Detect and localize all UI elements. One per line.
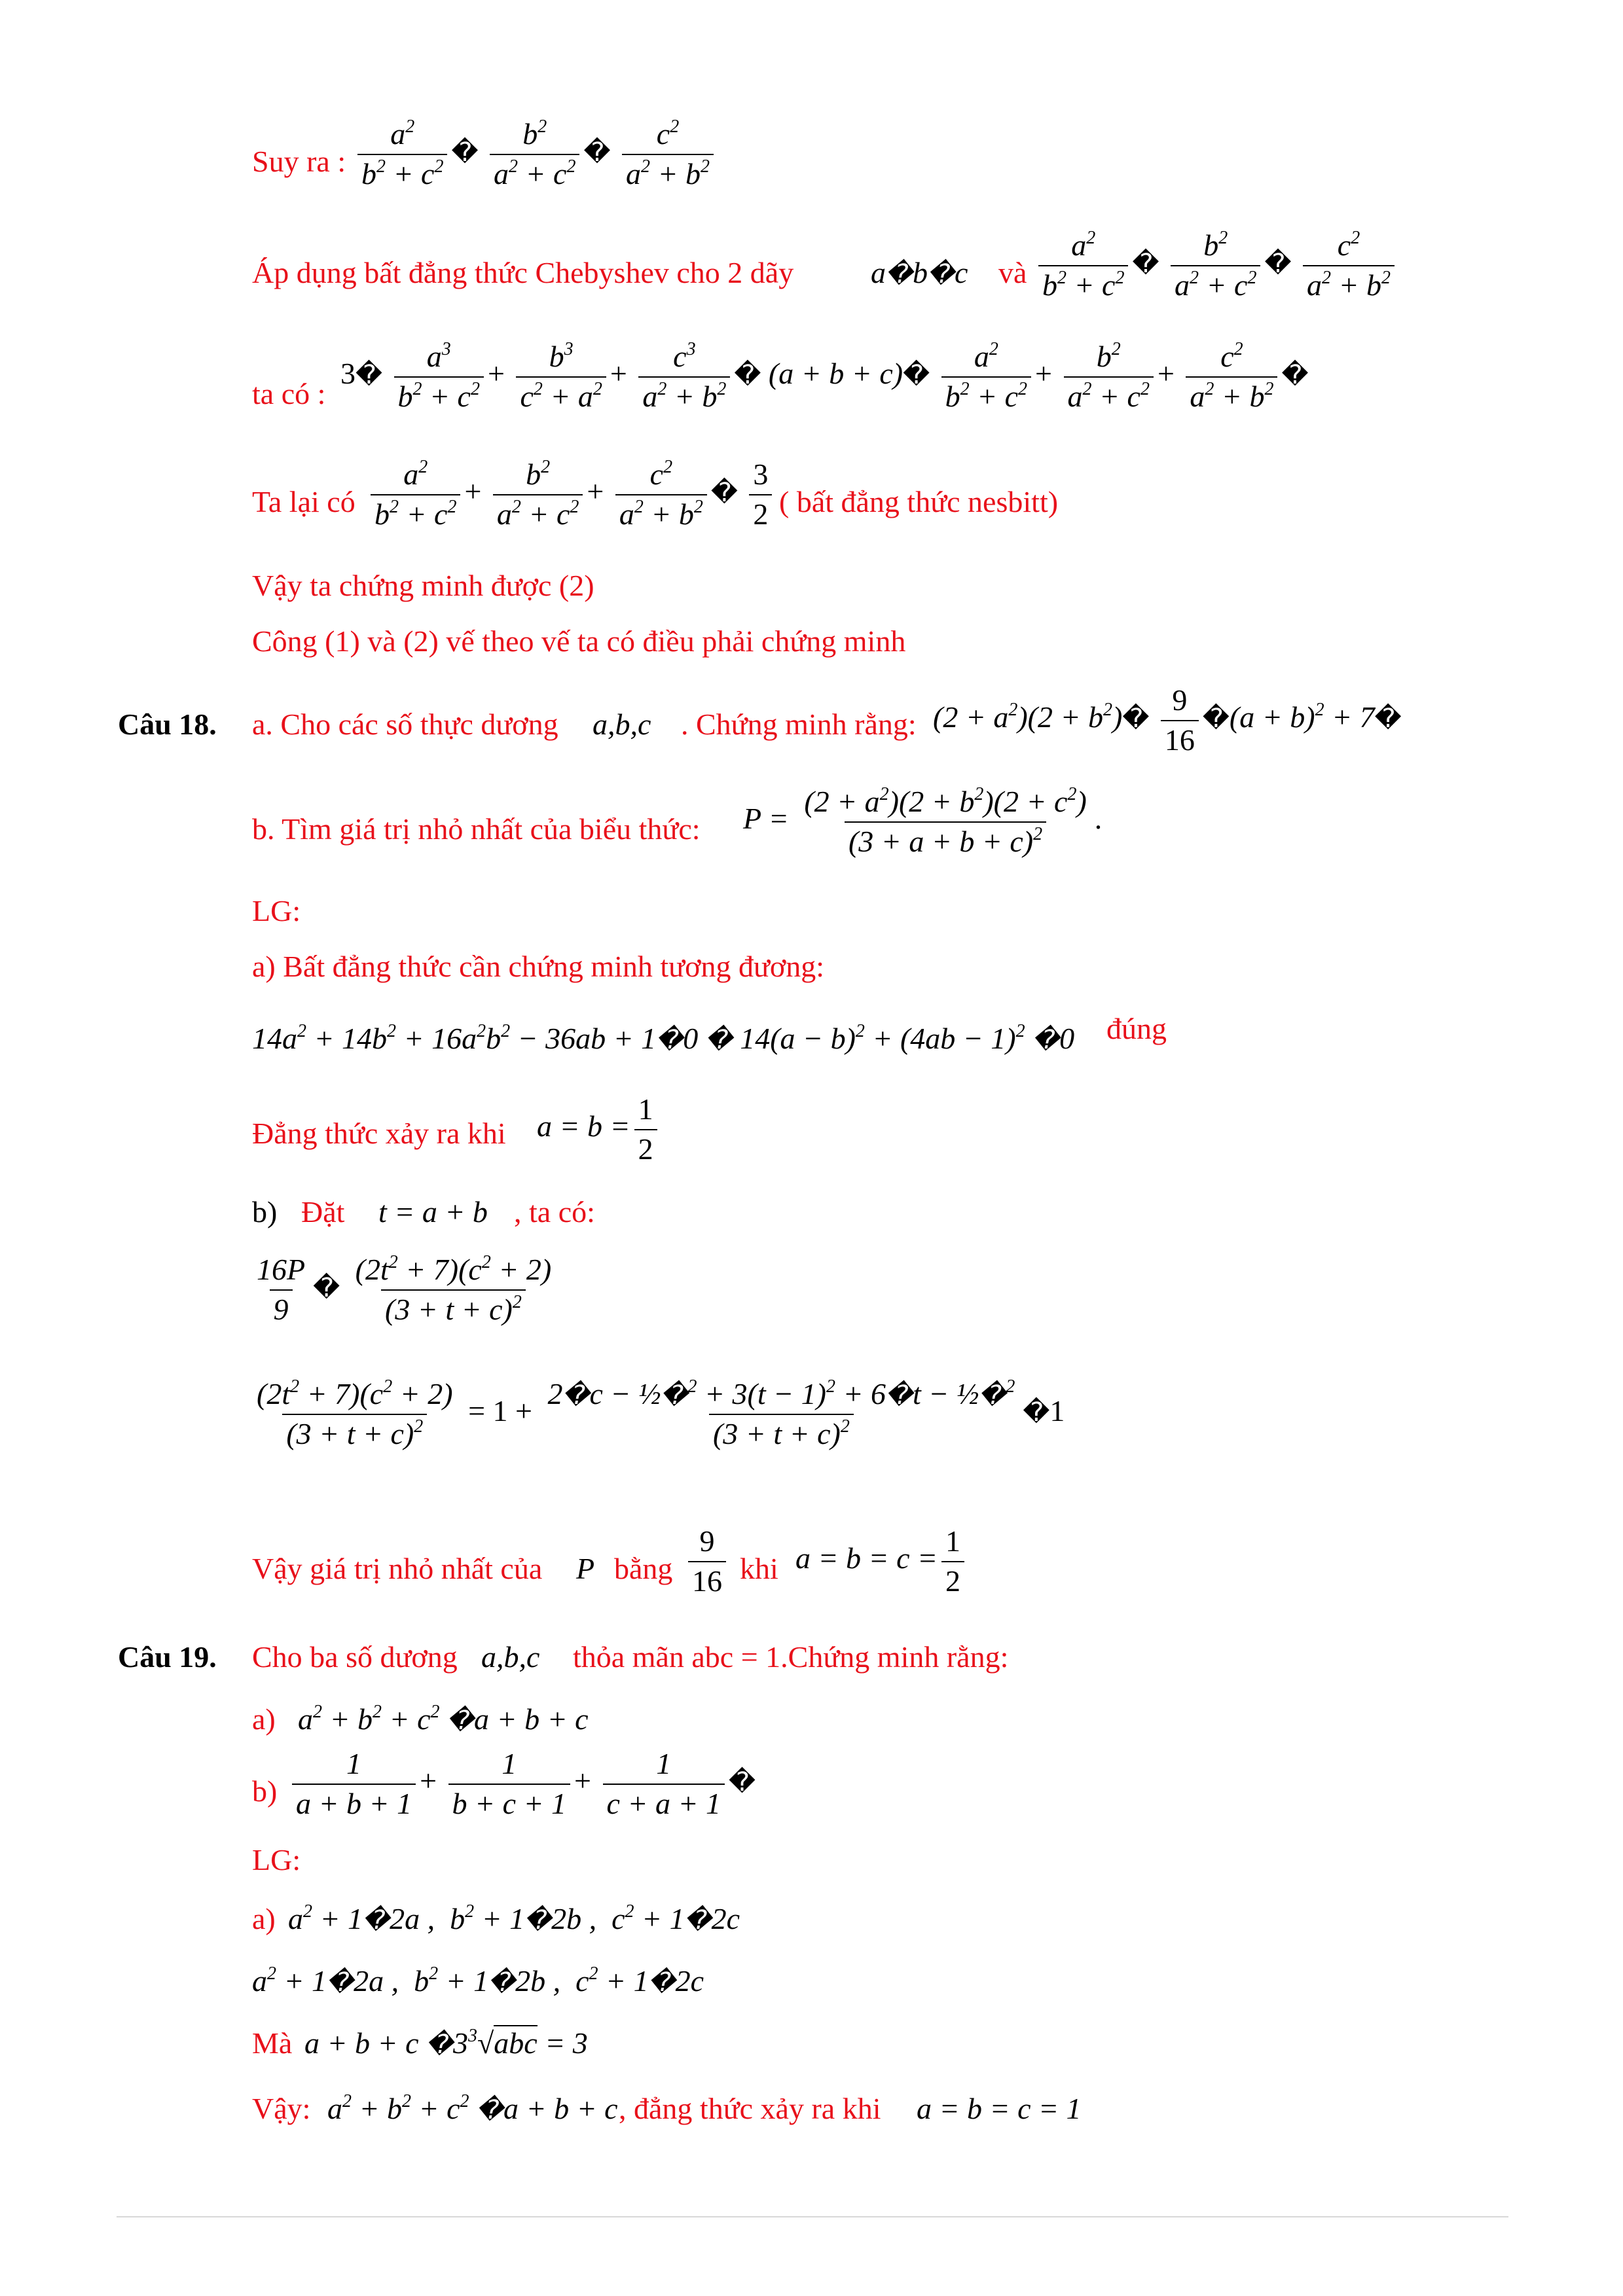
q18-conclusion-3: khi xyxy=(740,1552,778,1585)
q19-vay-cond: a = b = c = 1 xyxy=(917,2092,1082,2125)
lg-label-1: LG: xyxy=(252,894,301,927)
q18-conclusion-1: Vậy giá trị nhỏ nhất của xyxy=(252,1552,543,1585)
chebyshev-text: Áp dụng bất đẳng thức Chebyshev cho 2 dãy xyxy=(252,256,794,289)
eq-case-formula: a = b = $\frac{1}{2}$ xyxy=(537,1093,661,1166)
nesbitt-note: ( bất đẳng thức nesbitt) xyxy=(779,485,1059,518)
chebyshev-result-formula: 3� $\frac{a^3}{b^2 + c^2}$ + $\frac{b^3}{c^2 + a^2}$ + $\frac{c^3}{a^2 + b^2}$ � (a + b + c)� $\frac{a^2}{b^2 + c^2}$ + $\frac{b^2}{a^2 + c^2}$ + $\frac{c^2}{a^2 + b^2}$ � xyxy=(340,339,1309,413)
chebyshev-sequence-2: $\frac{a^2}{b^2 + c^2}$ � $\frac{b^2}{a^2 + c^2}$ � $\frac{c^2}{a^2 + b^2}$ xyxy=(1034,229,1398,302)
q18-conclusion-2: bằng xyxy=(614,1552,673,1585)
q18-a-vars: a,b,c xyxy=(593,708,651,741)
q19-ma-text: Mà xyxy=(252,2026,293,2060)
q19-a-formula: $a^2 + b^2 + c^2$ �a + b + c xyxy=(298,1702,589,1736)
ta-lai-co-text: Ta lại có xyxy=(252,485,356,518)
q19-b-formula: $\frac{1}{a + b + 1}$ + $\frac{1}{b + c + 1}$ + $\frac{1}{c + a + 1}$ � xyxy=(288,1748,756,1820)
q18-b-formula: P = $\frac{(2 + a^2)(2 + b^2)(2 + c^2)}{(3 + a + b + c)^2}$ . xyxy=(743,784,1103,858)
q18-sol-b-t: t = a + b xyxy=(378,1195,488,1229)
and-text: và xyxy=(998,256,1027,289)
q19-vay-formula: $a^2 + b^2 + c^2$ �a + b + c xyxy=(327,2091,618,2125)
q19-b-label: b) xyxy=(252,1774,278,1808)
q19-ma-formula: a + b + c $�3^3√abc = 3$ xyxy=(304,2026,588,2060)
suy-ra-formula: $\frac{a^2}{b^2 + c^2}$ � $\frac{b^2}{a^2 + c^2}$ � $\frac{c^2}{a^2 + b^2}$ xyxy=(354,118,718,190)
sequence-abc: a�b�c xyxy=(871,256,968,289)
q18-true-text: đúng xyxy=(1106,1012,1167,1045)
q18-a-formula: $(2 + a^2)(2$ + $b^2)�$ $\frac{9}{16}$ �(a + b)$^2$ + 7� xyxy=(933,683,1402,757)
q18-sol-b-label: b) xyxy=(252,1195,278,1229)
q18-conclusion-cond: a = b = c = $\frac{1}{2}$ xyxy=(795,1525,968,1598)
q18-expansion-formula: $\frac{(2t^2 + 7)(c^2 + 2)}{(3 + t + c)^2}$ = 1 + $\frac{2�c - \frac{1}{2}�^2 + 3(t - 1)^2 + 6�t - \frac{1}{2}�^2}{(3 + t + c)^2}$ �1 xyxy=(257,1376,1065,1450)
cong-text: Công (1) và (2) vế theo vế ta có điều phải chứng minh xyxy=(252,624,906,658)
lg-label-2: LG: xyxy=(252,1843,301,1876)
vay-ta-text: Vậy ta chứng minh được (2) xyxy=(252,569,594,602)
q19-text2: thỏa mãn abc = 1.Chứng minh rằng: xyxy=(573,1640,1009,1674)
q19-vay-text: Vậy: xyxy=(252,2092,311,2125)
q19-sol-a-formula-2: $a^2$ + 1�2a , $b^2$ + 1�2b , $c^2$ + 1�2c xyxy=(252,1964,704,1998)
q18-sol-b-set: Đặt xyxy=(301,1195,345,1229)
footer-divider xyxy=(117,2216,1508,2217)
q18-conclusion-value: $\frac{9}{16}$ xyxy=(684,1525,730,1598)
q18-a-text2: . Chứng minh rằng: xyxy=(681,708,917,741)
suy-ra-text: Suy ra : xyxy=(252,145,346,178)
q19-vars: a,b,c xyxy=(481,1640,540,1674)
q18-sol-a-formula: $14a^2 + 14b^2 + 16a^2b^2 - 36ab$ + 1�0 � $14(a - b)^2 + (4ab - 1)^2$ �0 xyxy=(252,1021,1075,1055)
q19-sol-a-formula: $a^2$ + 1�2a , $b^2$ + 1�2b , $c^2$ + 1�2c xyxy=(288,1901,740,1935)
q19-sol-a-label: a) xyxy=(252,1902,276,1935)
q19-a-label: a) xyxy=(252,1702,276,1736)
q18-sol-a-text: a) Bất đẳng thức cần chứng minh tương đương: xyxy=(252,950,824,983)
question-label-18: Câu 18. xyxy=(118,708,217,741)
q18-b-text: b. Tìm giá trị nhỏ nhất của biểu thức: xyxy=(252,812,701,846)
q19-text1: Cho ba số dương xyxy=(252,1640,458,1674)
nesbitt-formula: $\frac{a^2}{b^2 + c^2}$ + $\frac{b^2}{a^2 + c^2}$ + $\frac{c^2}{a^2 + b^2}$ � $\frac{3}{2}$ xyxy=(367,458,776,531)
eq-case-text: Đẳng thức xảy ra khi xyxy=(252,1117,506,1150)
q18-conclusion-p: P xyxy=(576,1552,595,1585)
q18-sol-b-tail: , ta có: xyxy=(514,1195,595,1229)
q19-vay-tail: , đẳng thức xảy ra khi xyxy=(619,2092,881,2125)
ta-co-text: ta có : xyxy=(252,377,326,410)
q18-a-text: a. Cho các số thực dương xyxy=(252,708,558,741)
question-label-19: Câu 19. xyxy=(118,1640,217,1674)
q18-16p-formula: $\frac{16P}{9}$ � $\frac{(2t^2 + 7)(c^2 + 2)}{(3 + t + c)^2}$ xyxy=(257,1252,552,1326)
